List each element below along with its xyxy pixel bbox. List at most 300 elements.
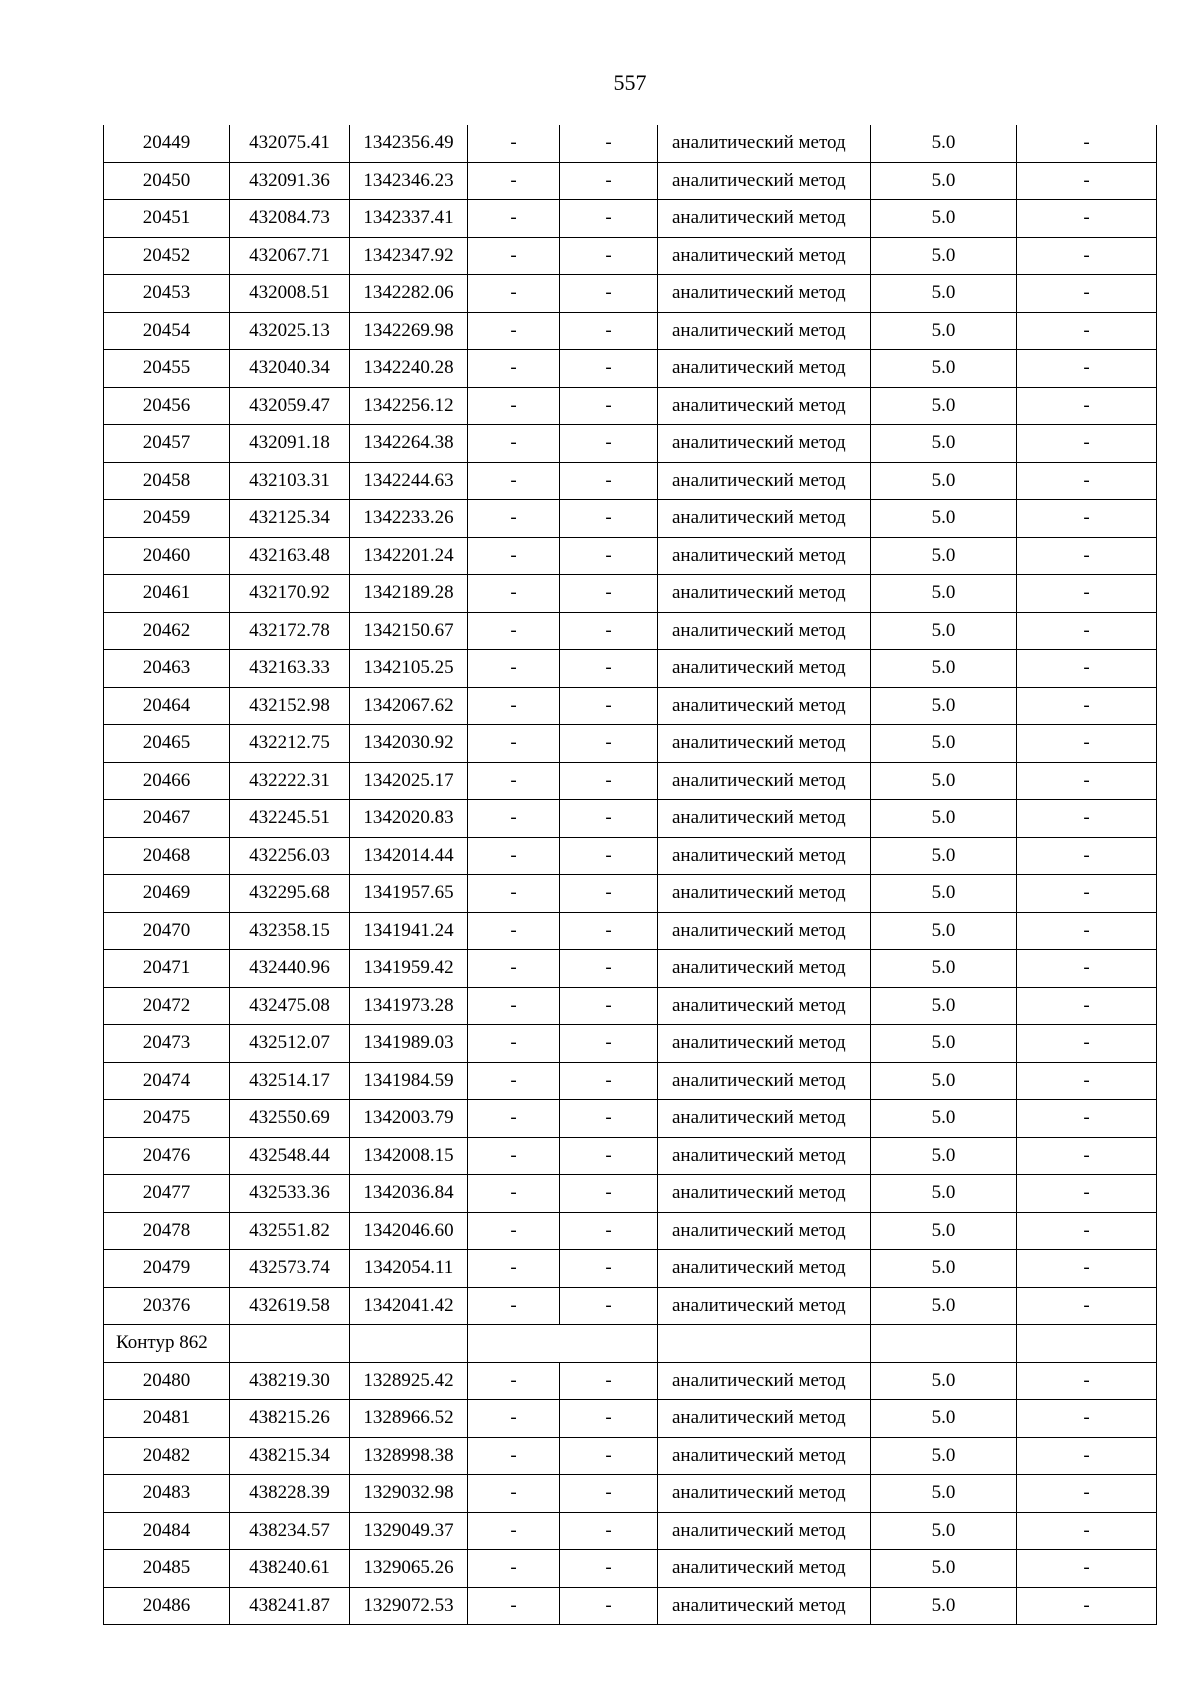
x-coordinate-cell: 438241.87 — [230, 1587, 350, 1625]
y-coordinate-cell: 1342346.23 — [350, 162, 468, 200]
method-cell: аналитический метод — [658, 987, 871, 1025]
column-4-cell: - — [468, 1400, 560, 1438]
column-4-cell: - — [468, 1437, 560, 1475]
column-4-cell: - — [468, 950, 560, 988]
y-coordinate-cell: 1329072.53 — [350, 1587, 468, 1625]
table-row — [104, 950, 1157, 988]
column-5-cell: - — [560, 1362, 658, 1400]
table-row — [104, 125, 1157, 162]
table-row — [104, 687, 1157, 725]
column-8-cell: - — [1017, 1100, 1157, 1138]
x-coordinate-cell: 432170.92 — [230, 575, 350, 613]
point-id-cell: 20463 — [104, 650, 230, 688]
accuracy-cell: 5.0 — [871, 950, 1017, 988]
table-row — [104, 162, 1157, 200]
y-coordinate-cell: 1342150.67 — [350, 612, 468, 650]
y-coordinate-cell: 1342041.42 — [350, 1287, 468, 1325]
column-4-cell: - — [468, 1062, 560, 1100]
accuracy-cell: 5.0 — [871, 875, 1017, 913]
column-8-cell: - — [1017, 1062, 1157, 1100]
point-id-cell: 20482 — [104, 1437, 230, 1475]
column-5-cell: - — [560, 425, 658, 463]
x-coordinate-cell: 432533.36 — [230, 1175, 350, 1213]
column-8-cell: - — [1017, 837, 1157, 875]
point-id-cell: 20455 — [104, 350, 230, 388]
column-5-cell: - — [560, 987, 658, 1025]
column-8-cell: - — [1017, 200, 1157, 238]
column-8-cell: - — [1017, 537, 1157, 575]
method-cell: аналитический метод — [658, 725, 871, 763]
accuracy-cell: 5.0 — [871, 1362, 1017, 1400]
column-5-cell: - — [560, 162, 658, 200]
accuracy-cell: 5.0 — [871, 1212, 1017, 1250]
table-row — [104, 537, 1157, 575]
table-row — [104, 762, 1157, 800]
accuracy-cell: 5.0 — [871, 237, 1017, 275]
column-5-cell: - — [560, 1250, 658, 1288]
column-5-cell: - — [560, 537, 658, 575]
method-cell: аналитический метод — [658, 200, 871, 238]
x-coordinate-cell: 432125.34 — [230, 500, 350, 538]
y-coordinate-cell: 1342233.26 — [350, 500, 468, 538]
y-coordinate-cell: 1329049.37 — [350, 1512, 468, 1550]
accuracy-cell: 5.0 — [871, 800, 1017, 838]
column-5-cell: - — [560, 650, 658, 688]
column-4-cell: - — [468, 987, 560, 1025]
accuracy-cell: 5.0 — [871, 1287, 1017, 1325]
table-row — [104, 1587, 1157, 1625]
point-id-cell: 20462 — [104, 612, 230, 650]
table-row — [104, 1362, 1157, 1400]
method-cell: аналитический метод — [658, 912, 871, 950]
x-coordinate-cell: 432172.78 — [230, 612, 350, 650]
column-8-cell: - — [1017, 950, 1157, 988]
method-cell: аналитический метод — [658, 1587, 871, 1625]
accuracy-cell: 5.0 — [871, 537, 1017, 575]
column-4-cell: - — [468, 912, 560, 950]
table-row — [104, 575, 1157, 613]
table-row — [104, 800, 1157, 838]
column-4-cell: - — [468, 125, 560, 162]
accuracy-cell: 5.0 — [871, 1437, 1017, 1475]
column-8-cell: - — [1017, 1437, 1157, 1475]
column-8-cell: - — [1017, 1550, 1157, 1588]
table-row — [104, 275, 1157, 313]
column-8-cell: - — [1017, 1175, 1157, 1213]
point-id-cell: 20475 — [104, 1100, 230, 1138]
point-id-cell: 20450 — [104, 162, 230, 200]
x-coordinate-cell: 432573.74 — [230, 1250, 350, 1288]
point-id-cell: 20451 — [104, 200, 230, 238]
accuracy-cell: 5.0 — [871, 687, 1017, 725]
y-coordinate-cell: 1342030.92 — [350, 725, 468, 763]
table-row — [104, 1025, 1157, 1063]
x-coordinate-cell: 432091.36 — [230, 162, 350, 200]
column-5-cell: - — [560, 1100, 658, 1138]
column-5-cell: - — [560, 1475, 658, 1513]
point-id-cell: 20472 — [104, 987, 230, 1025]
accuracy-cell: 5.0 — [871, 650, 1017, 688]
column-8-cell: - — [1017, 762, 1157, 800]
point-id-cell: 20480 — [104, 1362, 230, 1400]
column-8-cell: - — [1017, 1587, 1157, 1625]
column-4-cell: - — [468, 1100, 560, 1138]
x-coordinate-cell: 438240.61 — [230, 1550, 350, 1588]
column-4-cell: - — [468, 575, 560, 613]
method-cell: аналитический метод — [658, 275, 871, 313]
table-row — [104, 912, 1157, 950]
column-8-cell: - — [1017, 1287, 1157, 1325]
y-coordinate-cell: 1342046.60 — [350, 1212, 468, 1250]
section-empty-cell — [350, 1325, 468, 1363]
table-row — [104, 387, 1157, 425]
table-row — [104, 1400, 1157, 1438]
x-coordinate-cell: 432512.07 — [230, 1025, 350, 1063]
column-8-cell: - — [1017, 875, 1157, 913]
point-id-cell: 20459 — [104, 500, 230, 538]
table-row — [104, 1550, 1157, 1588]
table-row — [104, 725, 1157, 763]
method-cell: аналитический метод — [658, 1400, 871, 1438]
table-row — [104, 1175, 1157, 1213]
accuracy-cell: 5.0 — [871, 350, 1017, 388]
column-5-cell: - — [560, 1437, 658, 1475]
table-row — [104, 1100, 1157, 1138]
column-5-cell: - — [560, 200, 658, 238]
column-4-cell: - — [468, 1587, 560, 1625]
column-5-cell: - — [560, 500, 658, 538]
column-8-cell: - — [1017, 350, 1157, 388]
column-5-cell: - — [560, 837, 658, 875]
x-coordinate-cell: 432091.18 — [230, 425, 350, 463]
method-cell: аналитический метод — [658, 612, 871, 650]
x-coordinate-cell: 432008.51 — [230, 275, 350, 313]
x-coordinate-cell: 432245.51 — [230, 800, 350, 838]
method-cell: аналитический метод — [658, 162, 871, 200]
point-id-cell: 20449 — [104, 125, 230, 162]
section-empty-cell — [658, 1325, 871, 1363]
column-4-cell: - — [468, 1287, 560, 1325]
x-coordinate-cell: 432163.33 — [230, 650, 350, 688]
x-coordinate-cell: 432358.15 — [230, 912, 350, 950]
method-cell: аналитический метод — [658, 875, 871, 913]
y-coordinate-cell: 1342008.15 — [350, 1137, 468, 1175]
point-id-cell: 20466 — [104, 762, 230, 800]
table-row — [104, 612, 1157, 650]
method-cell: аналитический метод — [658, 387, 871, 425]
x-coordinate-cell: 432025.13 — [230, 312, 350, 350]
method-cell: аналитический метод — [658, 425, 871, 463]
column-8-cell: - — [1017, 575, 1157, 613]
x-coordinate-cell: 432548.44 — [230, 1137, 350, 1175]
method-cell: аналитический метод — [658, 1250, 871, 1288]
column-8-cell: - — [1017, 612, 1157, 650]
table-row — [104, 987, 1157, 1025]
table-row — [104, 1212, 1157, 1250]
column-4-cell: - — [468, 500, 560, 538]
column-5-cell: - — [560, 1587, 658, 1625]
column-4-cell: - — [468, 687, 560, 725]
column-5-cell: - — [560, 1212, 658, 1250]
x-coordinate-cell: 432440.96 — [230, 950, 350, 988]
column-5-cell: - — [560, 125, 658, 162]
column-4-cell: - — [468, 1212, 560, 1250]
table-row — [104, 500, 1157, 538]
table-row — [104, 200, 1157, 238]
y-coordinate-cell: 1342025.17 — [350, 762, 468, 800]
point-id-cell: 20483 — [104, 1475, 230, 1513]
column-5-cell: - — [560, 1025, 658, 1063]
column-8-cell: - — [1017, 312, 1157, 350]
accuracy-cell: 5.0 — [871, 200, 1017, 238]
x-coordinate-cell: 432295.68 — [230, 875, 350, 913]
table-body — [104, 125, 1157, 1625]
accuracy-cell: 5.0 — [871, 1475, 1017, 1513]
column-5-cell: - — [560, 387, 658, 425]
column-4-cell: - — [468, 1137, 560, 1175]
method-cell: аналитический метод — [658, 687, 871, 725]
point-id-cell: 20481 — [104, 1400, 230, 1438]
y-coordinate-cell: 1342282.06 — [350, 275, 468, 313]
accuracy-cell: 5.0 — [871, 725, 1017, 763]
section-empty-cell — [468, 1325, 658, 1363]
section-empty-cell — [1017, 1325, 1157, 1363]
x-coordinate-cell: 438228.39 — [230, 1475, 350, 1513]
column-4-cell: - — [468, 725, 560, 763]
point-id-cell: 20467 — [104, 800, 230, 838]
y-coordinate-cell: 1342014.44 — [350, 837, 468, 875]
column-5-cell: - — [560, 687, 658, 725]
column-8-cell: - — [1017, 500, 1157, 538]
accuracy-cell: 5.0 — [871, 387, 1017, 425]
method-cell: аналитический метод — [658, 237, 871, 275]
column-5-cell: - — [560, 275, 658, 313]
y-coordinate-cell: 1342003.79 — [350, 1100, 468, 1138]
column-8-cell: - — [1017, 387, 1157, 425]
y-coordinate-cell: 1342356.49 — [350, 125, 468, 162]
method-cell: аналитический метод — [658, 312, 871, 350]
column-8-cell: - — [1017, 237, 1157, 275]
column-4-cell: - — [468, 312, 560, 350]
column-4-cell: - — [468, 275, 560, 313]
x-coordinate-cell: 432067.71 — [230, 237, 350, 275]
x-coordinate-cell: 432163.48 — [230, 537, 350, 575]
y-coordinate-cell: 1342020.83 — [350, 800, 468, 838]
column-8-cell: - — [1017, 1475, 1157, 1513]
column-4-cell: - — [468, 1550, 560, 1588]
method-cell: аналитический метод — [658, 762, 871, 800]
column-4-cell: - — [468, 612, 560, 650]
method-cell: аналитический метод — [658, 125, 871, 162]
accuracy-cell: 5.0 — [871, 762, 1017, 800]
point-id-cell: 20484 — [104, 1512, 230, 1550]
x-coordinate-cell: 432059.47 — [230, 387, 350, 425]
column-4-cell: - — [468, 1025, 560, 1063]
accuracy-cell: 5.0 — [871, 1062, 1017, 1100]
column-4-cell: - — [468, 237, 560, 275]
table-row — [104, 875, 1157, 913]
column-5-cell: - — [560, 350, 658, 388]
method-cell: аналитический метод — [658, 537, 871, 575]
page-number: 557 — [613, 70, 647, 95]
y-coordinate-cell: 1329032.98 — [350, 1475, 468, 1513]
column-4-cell: - — [468, 425, 560, 463]
point-id-cell: 20486 — [104, 1587, 230, 1625]
section-empty-cell — [871, 1325, 1017, 1363]
y-coordinate-cell: 1342256.12 — [350, 387, 468, 425]
accuracy-cell: 5.0 — [871, 1550, 1017, 1588]
method-cell: аналитический метод — [658, 950, 871, 988]
column-4-cell: - — [468, 1475, 560, 1513]
point-id-cell: 20471 — [104, 950, 230, 988]
x-coordinate-cell: 432103.31 — [230, 462, 350, 500]
method-cell: аналитический метод — [658, 800, 871, 838]
table-row — [104, 350, 1157, 388]
column-4-cell: - — [468, 1175, 560, 1213]
accuracy-cell: 5.0 — [871, 1250, 1017, 1288]
point-id-cell: 20454 — [104, 312, 230, 350]
column-5-cell: - — [560, 1400, 658, 1438]
x-coordinate-cell: 432550.69 — [230, 1100, 350, 1138]
column-8-cell: - — [1017, 987, 1157, 1025]
point-id-cell: 20464 — [104, 687, 230, 725]
accuracy-cell: 5.0 — [871, 912, 1017, 950]
column-8-cell: - — [1017, 650, 1157, 688]
y-coordinate-cell: 1342264.38 — [350, 425, 468, 463]
column-4-cell: - — [468, 387, 560, 425]
column-8-cell: - — [1017, 1025, 1157, 1063]
column-8-cell: - — [1017, 462, 1157, 500]
method-cell: аналитический метод — [658, 575, 871, 613]
column-4-cell: - — [468, 875, 560, 913]
accuracy-cell: 5.0 — [871, 1175, 1017, 1213]
point-id-cell: 20477 — [104, 1175, 230, 1213]
table-row — [104, 650, 1157, 688]
accuracy-cell: 5.0 — [871, 1587, 1017, 1625]
table-row — [104, 1062, 1157, 1100]
column-4-cell: - — [468, 350, 560, 388]
column-8-cell: - — [1017, 1362, 1157, 1400]
y-coordinate-cell: 1341941.24 — [350, 912, 468, 950]
accuracy-cell: 5.0 — [871, 1025, 1017, 1063]
method-cell: аналитический метод — [658, 1287, 871, 1325]
method-cell: аналитический метод — [658, 500, 871, 538]
column-5-cell: - — [560, 762, 658, 800]
column-8-cell: - — [1017, 275, 1157, 313]
point-id-cell: 20476 — [104, 1137, 230, 1175]
x-coordinate-cell: 432475.08 — [230, 987, 350, 1025]
column-5-cell: - — [560, 950, 658, 988]
accuracy-cell: 5.0 — [871, 1512, 1017, 1550]
section-label-cell: Контур 862 — [104, 1325, 230, 1363]
x-coordinate-cell: 438234.57 — [230, 1512, 350, 1550]
y-coordinate-cell: 1342189.28 — [350, 575, 468, 613]
column-4-cell: - — [468, 837, 560, 875]
table-row — [104, 1512, 1157, 1550]
method-cell: аналитический метод — [658, 1212, 871, 1250]
method-cell: аналитический метод — [658, 650, 871, 688]
y-coordinate-cell: 1342347.92 — [350, 237, 468, 275]
accuracy-cell: 5.0 — [871, 1100, 1017, 1138]
table-row — [104, 1250, 1157, 1288]
x-coordinate-cell: 432514.17 — [230, 1062, 350, 1100]
column-8-cell: - — [1017, 162, 1157, 200]
method-cell: аналитический метод — [658, 1175, 871, 1213]
point-id-cell: 20453 — [104, 275, 230, 313]
x-coordinate-cell: 432619.58 — [230, 1287, 350, 1325]
point-id-cell: 20485 — [104, 1550, 230, 1588]
point-id-cell: 20376 — [104, 1287, 230, 1325]
column-8-cell: - — [1017, 125, 1157, 162]
coordinates-table — [103, 125, 1157, 1625]
column-5-cell: - — [560, 612, 658, 650]
column-4-cell: - — [468, 162, 560, 200]
column-8-cell: - — [1017, 1212, 1157, 1250]
y-coordinate-cell: 1342201.24 — [350, 537, 468, 575]
point-id-cell: 20478 — [104, 1212, 230, 1250]
column-5-cell: - — [560, 1512, 658, 1550]
x-coordinate-cell: 432152.98 — [230, 687, 350, 725]
method-cell: аналитический метод — [658, 1362, 871, 1400]
column-5-cell: - — [560, 575, 658, 613]
method-cell: аналитический метод — [658, 462, 871, 500]
method-cell: аналитический метод — [658, 1512, 871, 1550]
table-row — [104, 1475, 1157, 1513]
x-coordinate-cell: 438215.26 — [230, 1400, 350, 1438]
column-4-cell: - — [468, 200, 560, 238]
x-coordinate-cell: 432040.34 — [230, 350, 350, 388]
accuracy-cell: 5.0 — [871, 1400, 1017, 1438]
table-row — [104, 312, 1157, 350]
column-4-cell: - — [468, 462, 560, 500]
accuracy-cell: 5.0 — [871, 462, 1017, 500]
point-id-cell: 20460 — [104, 537, 230, 575]
point-id-cell: 20457 — [104, 425, 230, 463]
column-5-cell: - — [560, 237, 658, 275]
table-row — [104, 1137, 1157, 1175]
x-coordinate-cell: 432222.31 — [230, 762, 350, 800]
point-id-cell: 20474 — [104, 1062, 230, 1100]
column-8-cell: - — [1017, 1400, 1157, 1438]
column-5-cell: - — [560, 312, 658, 350]
point-id-cell: 20469 — [104, 875, 230, 913]
accuracy-cell: 5.0 — [871, 612, 1017, 650]
column-8-cell: - — [1017, 425, 1157, 463]
accuracy-cell: 5.0 — [871, 125, 1017, 162]
column-8-cell: - — [1017, 725, 1157, 763]
table-row — [104, 237, 1157, 275]
y-coordinate-cell: 1341989.03 — [350, 1025, 468, 1063]
point-id-cell: 20473 — [104, 1025, 230, 1063]
point-id-cell: 20468 — [104, 837, 230, 875]
method-cell: аналитический метод — [658, 1025, 871, 1063]
x-coordinate-cell: 438219.30 — [230, 1362, 350, 1400]
method-cell: аналитический метод — [658, 350, 871, 388]
table-row — [104, 1287, 1157, 1325]
section-empty-cell — [230, 1325, 350, 1363]
column-8-cell: - — [1017, 1137, 1157, 1175]
column-8-cell: - — [1017, 1250, 1157, 1288]
method-cell: аналитический метод — [658, 1062, 871, 1100]
method-cell: аналитический метод — [658, 1437, 871, 1475]
method-cell: аналитический метод — [658, 837, 871, 875]
method-cell: аналитический метод — [658, 1100, 871, 1138]
column-5-cell: - — [560, 1175, 658, 1213]
table-row — [104, 462, 1157, 500]
accuracy-cell: 5.0 — [871, 1137, 1017, 1175]
column-4-cell: - — [468, 1512, 560, 1550]
point-id-cell: 20458 — [104, 462, 230, 500]
